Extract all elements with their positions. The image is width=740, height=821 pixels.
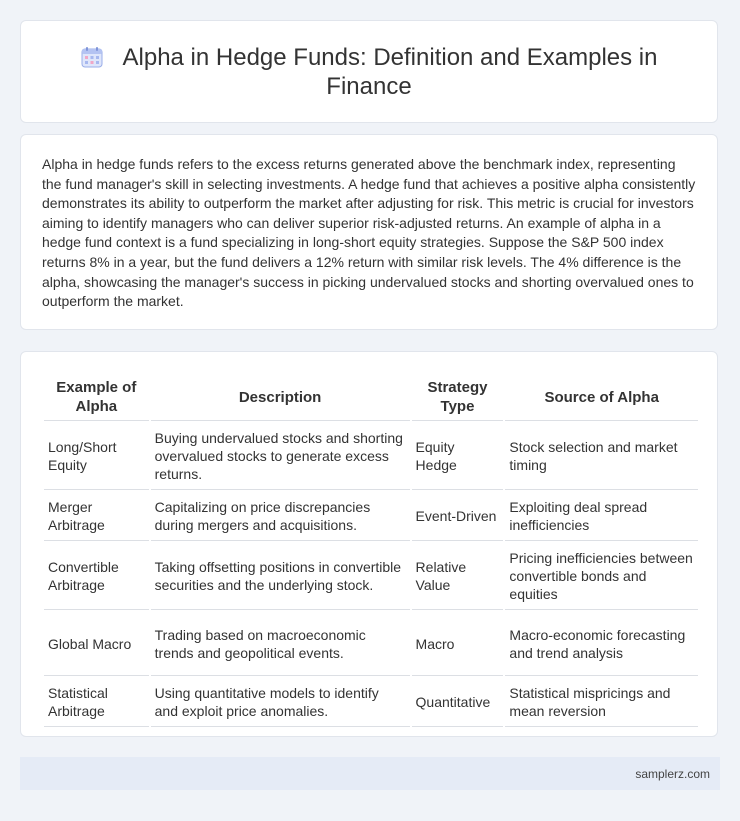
- cell-strategy-type: Relative Value: [412, 543, 504, 610]
- cell-source-of-alpha: Statistical mispricings and mean reversion: [505, 678, 698, 727]
- header-source-of-alpha: Source of Alpha: [505, 374, 698, 421]
- cell-strategy-type: Event-Driven: [412, 492, 504, 541]
- cell-example: Statistical Arbitrage: [44, 678, 149, 727]
- cell-description: Capitalizing on price discrepancies during mergers and acquisitions.: [151, 492, 410, 541]
- header-strategy-type: Strategy Type: [412, 374, 504, 421]
- page-title-container: [69, 43, 669, 101]
- footer: [20, 757, 720, 790]
- cell-description: Using quantitative models to identify and exploit price anomalies.: [151, 678, 410, 727]
- header-description: Description: [151, 374, 410, 421]
- table-row: [44, 543, 698, 610]
- page-title: Alpha in Hedge Funds: Definition and Examples in Finance: [122, 43, 658, 100]
- intro-paragraph: Alpha in hedge funds refers to the excess returns generated above the benchmark index, representing the fund manager's skill in selecting investments. A hedge fund that achieves a positive alpha consistently demonstrates its ability to outperform the market after adjusting for risk. This metric is crucial for investors aiming to identify managers who can deliver superior risk-adjusted returns. An example of alpha in a hedge fund context is a fund specializing in long-short equity strategies. Suppose the S&P 500 index returns 8% in a year, but the fund delivers a 12% return with similar risk levels. The 4% difference is the alpha, showcasing the manager's success in picking undervalued stocks and shorting overvalued ones to outperform the market.: [42, 156, 696, 310]
- cell-description: Buying undervalued stocks and shorting overvalued stocks to generate excess returns.: [151, 423, 410, 490]
- cell-source-of-alpha: Exploiting deal spread inefficiencies: [505, 492, 698, 541]
- intro-card: [20, 134, 718, 330]
- cell-example: Merger Arbitrage: [44, 492, 149, 541]
- table-row: [44, 612, 698, 676]
- title-card: [20, 20, 718, 123]
- cell-source-of-alpha: Pricing inefficiencies between convertible bonds and equities: [505, 543, 698, 610]
- cell-source-of-alpha: Stock selection and market timing: [505, 423, 698, 490]
- cell-example: Long/Short Equity: [44, 423, 149, 490]
- cell-example: Convertible Arbitrage: [44, 543, 149, 610]
- header-example: Example of Alpha: [44, 374, 149, 421]
- cell-source-of-alpha: Macro-economic forecasting and trend analysis: [505, 612, 698, 676]
- table-row: [44, 492, 698, 541]
- alpha-examples-table: [42, 372, 700, 729]
- calendar-icon: [81, 46, 103, 68]
- table-row: [44, 678, 698, 727]
- footer-site-link[interactable]: samplerz.com: [635, 767, 710, 781]
- cell-strategy-type: Quantitative: [412, 678, 504, 727]
- cell-example: Global Macro: [44, 612, 149, 676]
- cell-strategy-type: Macro: [412, 612, 504, 676]
- table-header-row: [44, 374, 698, 421]
- cell-description: Trading based on macroeconomic trends and geopolitical events.: [151, 612, 410, 676]
- cell-strategy-type: Equity Hedge: [412, 423, 504, 490]
- table-card: [20, 351, 718, 737]
- cell-description: Taking offsetting positions in convertible securities and the underlying stock.: [151, 543, 410, 610]
- table-row: [44, 423, 698, 490]
